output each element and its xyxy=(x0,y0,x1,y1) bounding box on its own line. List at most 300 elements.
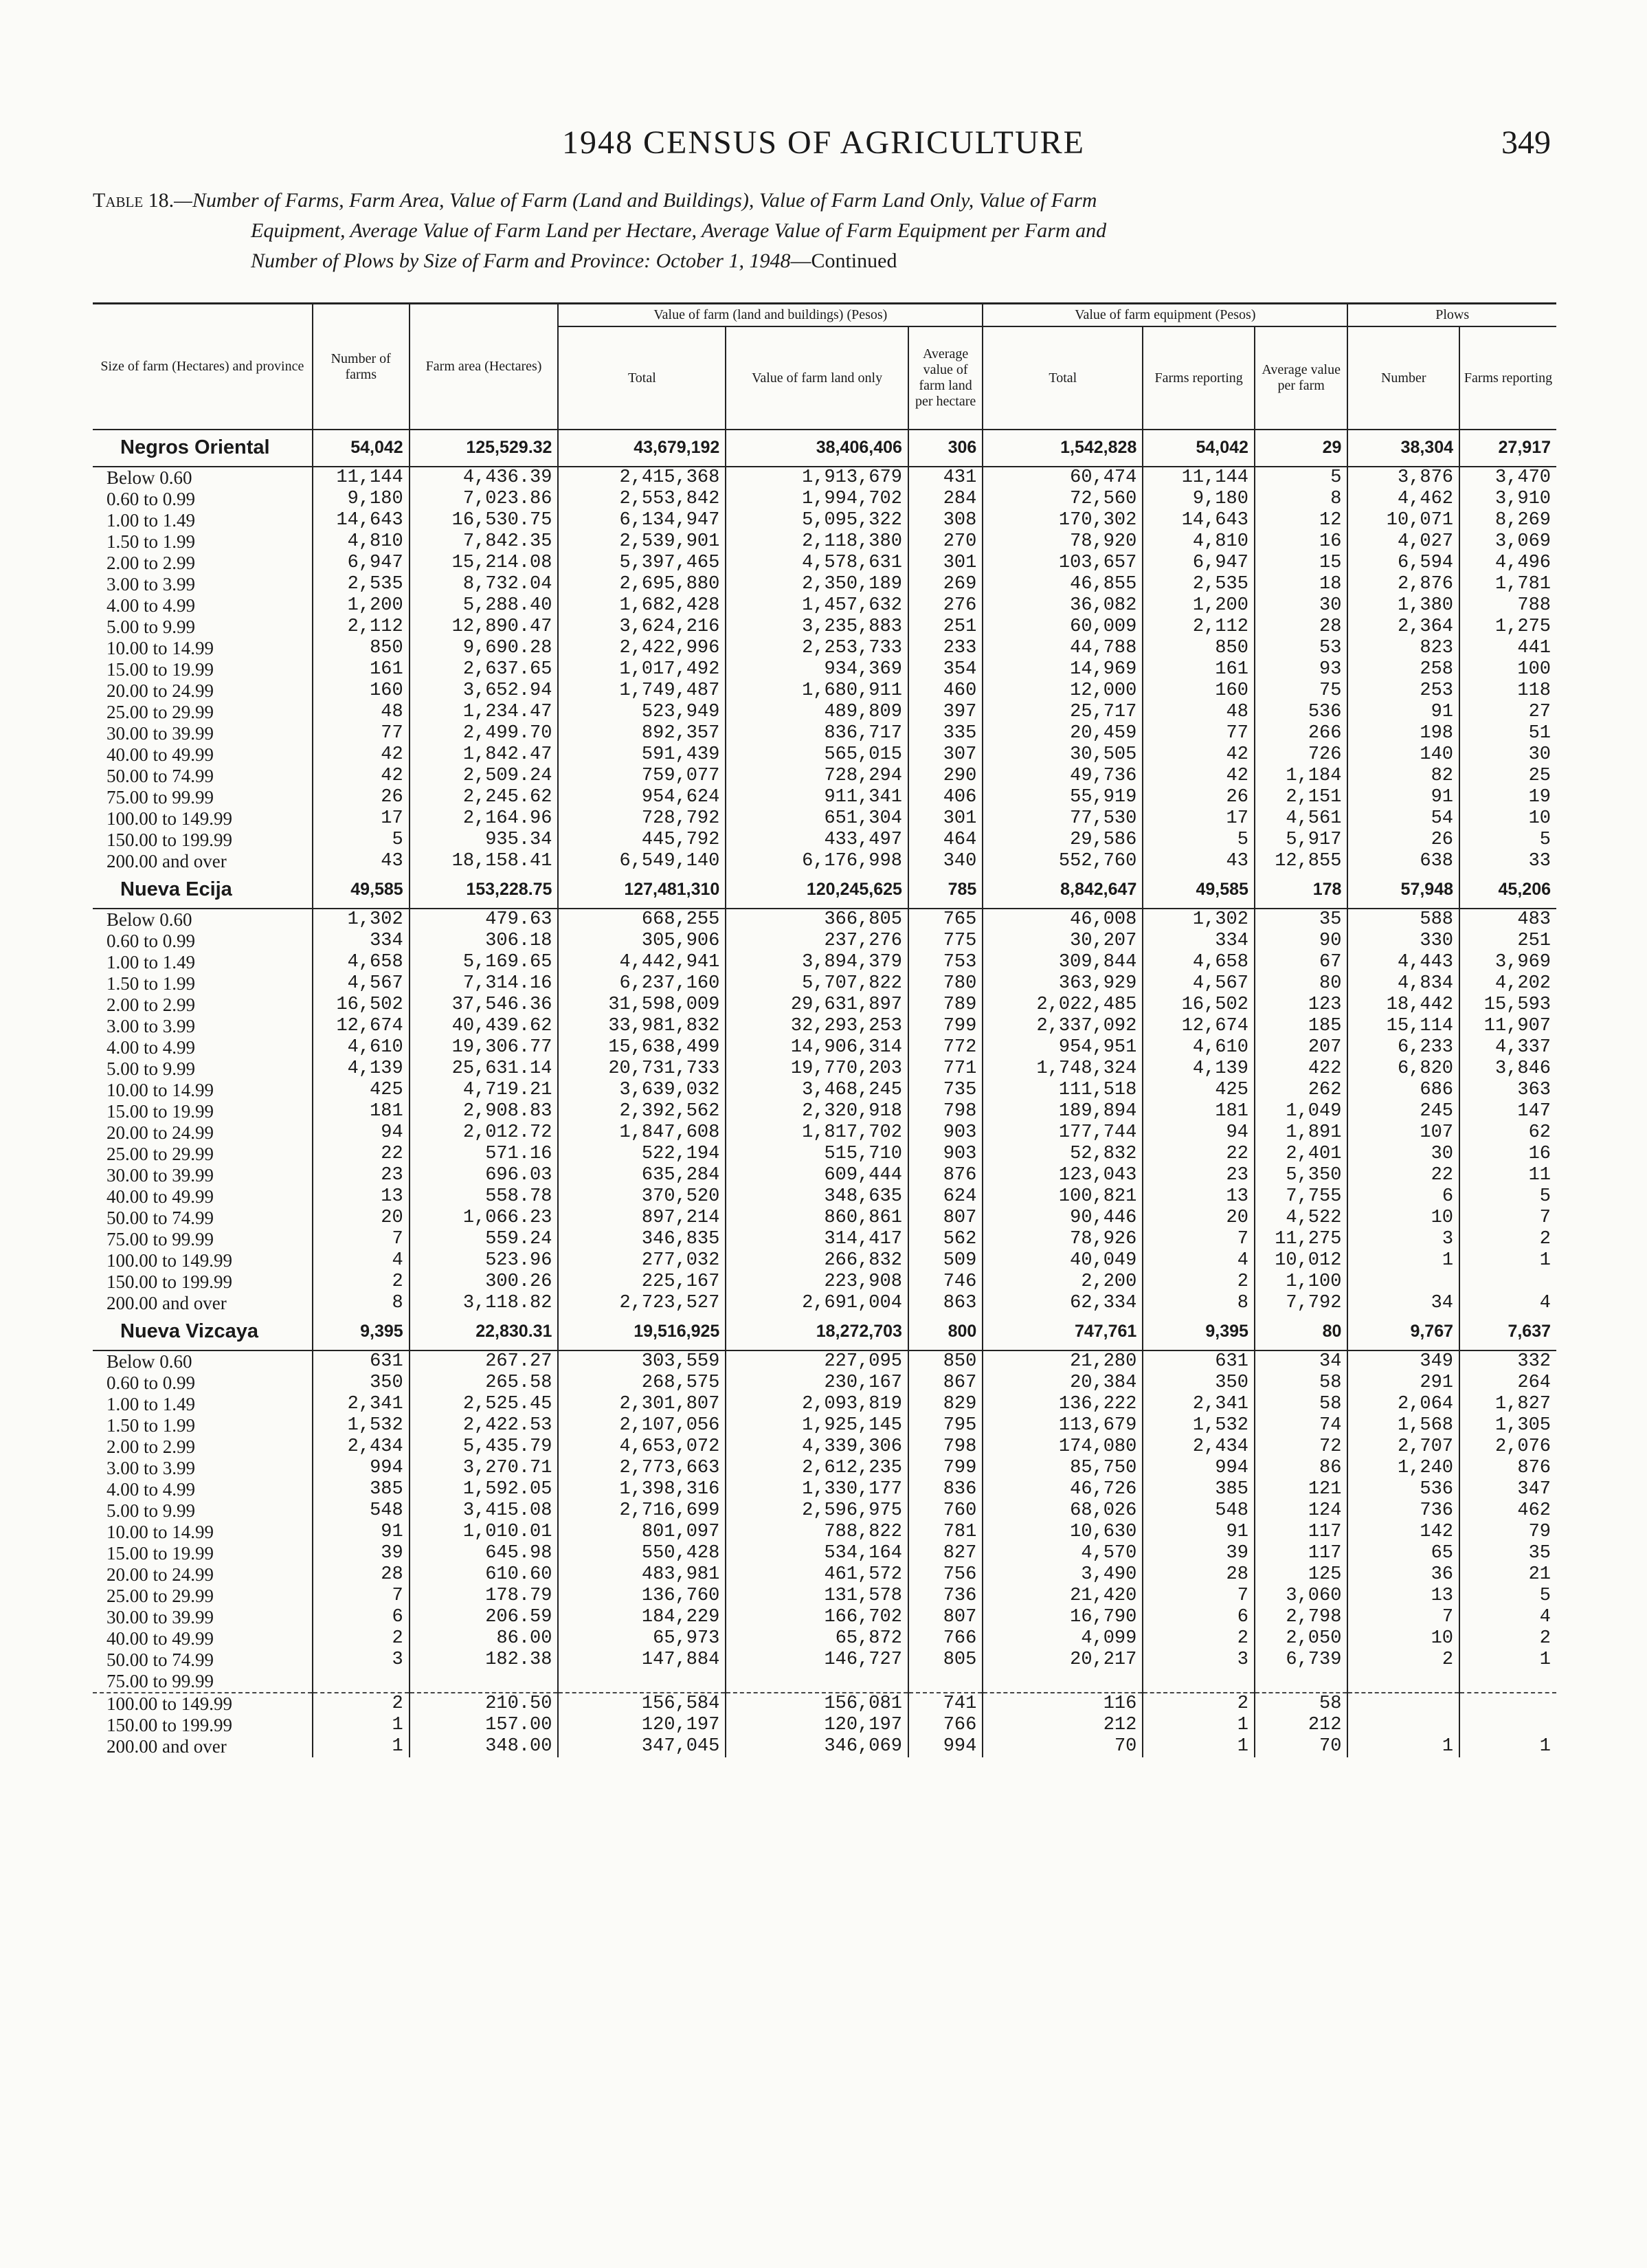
table-cell: 766 xyxy=(908,1628,983,1649)
table-cell: 177,744 xyxy=(983,1122,1143,1144)
table-cell: 1,305 xyxy=(1494,1415,1551,1436)
table-cell: 1,749,487 xyxy=(558,680,726,702)
table-cell: 25,717 xyxy=(983,702,1143,723)
table-cell: 1,925,145 xyxy=(726,1415,908,1436)
table-cell: 462 xyxy=(1517,1500,1551,1521)
col-avg-per-ha: Average value of farm land per hectare xyxy=(908,326,983,430)
table-cell: 760 xyxy=(908,1500,983,1522)
table-cell: 15,593 xyxy=(1483,994,1551,1015)
table-cell: 94 xyxy=(1143,1122,1255,1144)
table-cell: 258 xyxy=(1347,659,1459,680)
table-cell: 2,422.53 xyxy=(410,1415,559,1436)
table-row xyxy=(93,1671,1556,1693)
table-cell: 7,755 xyxy=(1255,1186,1347,1208)
table-cell: 305,906 xyxy=(558,931,726,952)
table-cell: 5 xyxy=(1143,830,1255,851)
table-cell: 189,894 xyxy=(983,1101,1143,1122)
table-cell: 2 xyxy=(1539,1229,1551,1249)
total-cell: 785 xyxy=(908,872,983,909)
table-cell: 13 xyxy=(1143,1186,1255,1208)
table-cell: 2,716,699 xyxy=(558,1500,726,1522)
table-cell: 836 xyxy=(908,1479,983,1500)
table-cell: 2,245.62 xyxy=(410,787,559,808)
col-total: Total xyxy=(558,326,726,430)
size-class-label: 30.00 to 39.99 xyxy=(93,1607,313,1628)
table-cell: 1,200 xyxy=(1143,595,1255,616)
table-cell: 30,207 xyxy=(983,931,1143,952)
table-cell: 147 xyxy=(1517,1101,1551,1122)
table-cell: 18 xyxy=(1255,574,1347,595)
table-cell: 638 xyxy=(1347,851,1459,872)
table-cell: 340 xyxy=(908,851,983,872)
table-cell: 6,237,160 xyxy=(558,973,726,994)
table-cell xyxy=(908,1671,983,1693)
table-cell: 522,194 xyxy=(558,1144,726,1165)
table-row xyxy=(93,994,1556,1016)
table-cell: 2,434 xyxy=(313,1436,410,1458)
table-cell: 1,017,492 xyxy=(558,659,726,680)
table-cell: 1,748,324 xyxy=(983,1058,1143,1080)
table-cell: 330 xyxy=(1347,931,1459,952)
table-cell: 77,530 xyxy=(983,808,1143,830)
table-cell xyxy=(1347,1271,1459,1293)
size-class-label: 75.00 to 99.99 xyxy=(93,1671,313,1693)
table-cell: 121 xyxy=(1255,1479,1347,1500)
table-row xyxy=(93,1016,1556,1037)
table-cell: 4,139 xyxy=(313,1058,410,1080)
table-row xyxy=(93,616,1556,638)
table-cell: 1,240 xyxy=(1347,1458,1459,1479)
table-cell: 309,844 xyxy=(983,952,1143,973)
table-cell: 347,045 xyxy=(558,1736,726,1757)
table-cell: 4,610 xyxy=(1143,1037,1255,1058)
table-row xyxy=(93,1186,1556,1208)
table-cell: 301 xyxy=(908,808,983,830)
table-cell: 552,760 xyxy=(983,851,1143,872)
size-class-label: 20.00 to 24.99 xyxy=(93,680,313,702)
table-cell: 85,750 xyxy=(983,1458,1143,1479)
table-cell: 771 xyxy=(908,1058,983,1080)
size-class-label: 100.00 to 149.99 xyxy=(93,1693,313,1715)
size-class-label: 2.00 to 2.99 xyxy=(93,994,313,1016)
table-cell: 44,788 xyxy=(983,638,1143,659)
table-cell: 934,369 xyxy=(726,659,908,680)
table-row xyxy=(93,1736,1556,1757)
table-row xyxy=(93,1415,1556,1436)
table-cell: 2,401 xyxy=(1255,1144,1347,1165)
table-cell: 72,560 xyxy=(983,489,1143,510)
table-row xyxy=(93,909,1556,931)
table-cell: 26 xyxy=(1347,830,1459,851)
table-cell: 4,462 xyxy=(1347,489,1459,510)
table-row xyxy=(93,1080,1556,1101)
table-cell: 1 xyxy=(1539,1736,1551,1757)
table-cell: 441 xyxy=(1517,638,1551,658)
table-cell: 7 xyxy=(1539,1208,1551,1228)
table-cell: 483,981 xyxy=(558,1564,726,1586)
province-total-row xyxy=(93,430,1556,467)
table-cell: 805 xyxy=(908,1649,983,1671)
table-cell: 2,773,663 xyxy=(558,1458,726,1479)
table-cell: 20 xyxy=(1143,1208,1255,1229)
table-cell: 11 xyxy=(1528,1165,1551,1186)
size-class-label: Below 0.60 xyxy=(93,1351,313,1372)
table-cell: 609,444 xyxy=(726,1165,908,1186)
size-class-label: 25.00 to 29.99 xyxy=(93,1586,313,1607)
table-cell: 801,097 xyxy=(558,1522,726,1543)
table-row xyxy=(93,1229,1556,1250)
table-cell xyxy=(1255,1671,1347,1693)
table-cell: 14,643 xyxy=(1143,510,1255,531)
total-cell: 800 xyxy=(908,1314,983,1350)
table-cell: 314,417 xyxy=(726,1229,908,1250)
table-cell: 994 xyxy=(313,1458,410,1479)
size-class-label: 1.00 to 1.49 xyxy=(93,952,313,973)
table-cell: 6 xyxy=(1143,1607,1255,1628)
table-cell: 3,069 xyxy=(1494,531,1551,552)
table-cell: 2,107,056 xyxy=(558,1415,726,1436)
table-cell: 4 xyxy=(313,1250,410,1271)
table-row xyxy=(93,952,1556,973)
table-cell: 548 xyxy=(1143,1500,1255,1522)
table-cell: 14,643 xyxy=(313,510,410,531)
table-cell: 2,707 xyxy=(1347,1436,1459,1458)
table-cell: 4,442,941 xyxy=(558,952,726,973)
total-cell: 54,042 xyxy=(313,430,410,467)
table-cell: 347 xyxy=(1517,1479,1551,1500)
table-cell: 74 xyxy=(1255,1415,1347,1436)
table-cell: 8 xyxy=(1255,489,1347,510)
table-cell: 4,436.39 xyxy=(410,467,559,489)
size-class-label: 10.00 to 14.99 xyxy=(93,1080,313,1101)
table-cell: 807 xyxy=(908,1208,983,1229)
table-row xyxy=(93,510,1556,531)
table-cell: 2,151 xyxy=(1255,787,1347,808)
table-cell: 23 xyxy=(1143,1165,1255,1186)
table-cell: 1,330,177 xyxy=(726,1479,908,1500)
table-cell: 631 xyxy=(1143,1351,1255,1372)
table-row xyxy=(93,1649,1556,1671)
total-cell: 7,637 xyxy=(1459,1314,1556,1350)
table-row xyxy=(93,1458,1556,1479)
size-class-label: 5.00 to 9.99 xyxy=(93,616,313,638)
table-cell: 2,022,485 xyxy=(983,994,1143,1016)
total-cell: 38,304 xyxy=(1347,430,1459,467)
table-cell: 91 xyxy=(313,1522,410,1543)
table-cell: 346,069 xyxy=(726,1736,908,1757)
table-cell: 363 xyxy=(1517,1080,1551,1100)
table-cell: 335 xyxy=(908,723,983,744)
table-cell: 166,702 xyxy=(726,1607,908,1628)
table-cell: 1 xyxy=(313,1715,410,1736)
table-cell: 1,913,679 xyxy=(726,467,908,489)
col-plows-group: Plows xyxy=(1347,304,1556,327)
table-cell: 5,397,465 xyxy=(558,553,726,574)
table-cell: 3,624,216 xyxy=(558,616,726,638)
table-cell: 9,180 xyxy=(313,489,410,510)
table-cell: 550,428 xyxy=(558,1543,726,1564)
province-name: Nueva Ecija xyxy=(93,872,313,909)
table-cell: 4,567 xyxy=(1143,973,1255,994)
table-cell: 534,164 xyxy=(726,1543,908,1564)
table-cell: 1 xyxy=(313,1736,410,1757)
table-cell: 1,100 xyxy=(1255,1271,1347,1293)
table-cell: 2,876 xyxy=(1347,574,1459,595)
size-class-label: 100.00 to 149.99 xyxy=(93,808,313,830)
table-cell: 897,214 xyxy=(558,1208,726,1229)
table-cell: 1 xyxy=(1539,1250,1551,1271)
table-cell: 1 xyxy=(1347,1250,1459,1271)
table-cell: 1,010.01 xyxy=(410,1522,559,1543)
table-cell: 753 xyxy=(908,952,983,973)
total-cell: 18,272,703 xyxy=(726,1314,908,1350)
table-cell: 30 xyxy=(1255,595,1347,616)
table-cell: 25,631.14 xyxy=(410,1058,559,1080)
table-cell xyxy=(1459,1671,1556,1693)
table-cell: 113,679 xyxy=(983,1415,1143,1436)
table-cell: 29,586 xyxy=(983,830,1143,851)
table-cell: 30 xyxy=(1528,744,1551,765)
table-cell: 756 xyxy=(908,1564,983,1586)
table-cell: 431 xyxy=(908,467,983,489)
table-cell: 160 xyxy=(313,680,410,702)
table-cell: 370,520 xyxy=(558,1186,726,1208)
table-cell: 1,842.47 xyxy=(410,744,559,766)
table-cell: 1 xyxy=(1143,1736,1255,1757)
table-cell: 3 xyxy=(1347,1229,1459,1250)
table-cell: 100,821 xyxy=(983,1186,1143,1208)
size-class-label: 200.00 and over xyxy=(93,1293,313,1314)
table-cell: 8,269 xyxy=(1494,510,1551,531)
total-cell: 9,395 xyxy=(313,1314,410,1350)
table-cell: 7,023.86 xyxy=(410,489,559,510)
size-class-label: 4.00 to 4.99 xyxy=(93,1479,313,1500)
table-cell: 16,530.75 xyxy=(410,510,559,531)
table-row xyxy=(93,680,1556,702)
table-cell: 4,099 xyxy=(983,1628,1143,1649)
table-cell: 860,861 xyxy=(726,1208,908,1229)
table-row xyxy=(93,1293,1556,1314)
table-cell: 28 xyxy=(1143,1564,1255,1586)
table-cell: 35 xyxy=(1255,909,1347,931)
table-cell: 5,288.40 xyxy=(410,595,559,616)
table-cell: 3,468,245 xyxy=(726,1080,908,1101)
table-cell: 565,015 xyxy=(726,744,908,766)
table-cell: 1,847,608 xyxy=(558,1122,726,1144)
table-cell: 237,276 xyxy=(726,931,908,952)
table-cell: 20,459 xyxy=(983,723,1143,744)
table-cell: 483 xyxy=(1517,909,1551,930)
table-cell: 4,522 xyxy=(1255,1208,1347,1229)
table-cell: 10 xyxy=(1347,1628,1459,1649)
col-land-value: Value of farm land only xyxy=(726,326,908,430)
table-cell: 954,951 xyxy=(983,1037,1143,1058)
table-cell: 867 xyxy=(908,1372,983,1394)
table-cell: 2,337,092 xyxy=(983,1016,1143,1037)
table-cell: 2,695,880 xyxy=(558,574,726,595)
table-cell: 2,691,004 xyxy=(726,1293,908,1314)
table-row xyxy=(93,1037,1556,1058)
table-cell: 245 xyxy=(1347,1101,1459,1122)
table-cell: 308 xyxy=(908,510,983,531)
total-cell: 57,948 xyxy=(1347,872,1459,909)
table-cell: 42 xyxy=(313,766,410,787)
table-cell: 300.26 xyxy=(410,1271,559,1293)
table-cell: 935.34 xyxy=(410,830,559,851)
table-cell: 3,490 xyxy=(983,1564,1143,1586)
table-cell: 10,630 xyxy=(983,1522,1143,1543)
table-row xyxy=(93,1394,1556,1415)
table-cell: 22 xyxy=(313,1144,410,1165)
total-cell: 29 xyxy=(1255,430,1347,467)
table-cell: 136,222 xyxy=(983,1394,1143,1415)
table-cell: 548 xyxy=(313,1500,410,1522)
table-cell: 39 xyxy=(1143,1543,1255,1564)
table-cell: 668,255 xyxy=(558,909,726,931)
table-cell xyxy=(726,1671,908,1693)
table-cell: 2 xyxy=(1539,1628,1551,1649)
table-cell: 43 xyxy=(1143,851,1255,872)
page-header xyxy=(0,124,1647,179)
table-cell: 610.60 xyxy=(410,1564,559,1586)
table-cell: 2,341 xyxy=(313,1394,410,1415)
table-cell: 90 xyxy=(1255,931,1347,952)
table-row xyxy=(93,1208,1556,1229)
table-cell: 1,066.23 xyxy=(410,1208,559,1229)
table-cell xyxy=(1347,1693,1459,1715)
table-cell: 348.00 xyxy=(410,1736,559,1757)
table-cell: 23 xyxy=(313,1165,410,1186)
table-cell: 12,674 xyxy=(313,1016,410,1037)
table-cell: 775 xyxy=(908,931,983,952)
table-cell: 157.00 xyxy=(410,1715,559,1736)
table-cell: 117 xyxy=(1255,1543,1347,1564)
size-class-label: 40.00 to 49.99 xyxy=(93,1186,313,1208)
table-cell xyxy=(1459,1271,1556,1293)
table-cell: 2,553,842 xyxy=(558,489,726,510)
total-cell: 80 xyxy=(1255,1314,1347,1350)
table-cell: 2,612,235 xyxy=(726,1458,908,1479)
table-cell: 16,502 xyxy=(313,994,410,1016)
table-row xyxy=(93,638,1556,659)
table-cell: 28 xyxy=(313,1564,410,1586)
table-cell: 207 xyxy=(1255,1037,1347,1058)
table-cell: 350 xyxy=(313,1372,410,1394)
table-cell: 635,284 xyxy=(558,1165,726,1186)
province-name: Nueva Vizcaya xyxy=(93,1314,313,1350)
table-cell: 2 xyxy=(1143,1693,1255,1715)
table-cell: 40,439.62 xyxy=(410,1016,559,1037)
table-cell: 798 xyxy=(908,1101,983,1122)
table-cell: 306.18 xyxy=(410,931,559,952)
table-cell: 65,872 xyxy=(726,1628,908,1649)
table-cell: 6,176,998 xyxy=(726,851,908,872)
table-cell: 5,095,322 xyxy=(726,510,908,531)
table-cell: 20,384 xyxy=(983,1372,1143,1394)
table-cell: 58 xyxy=(1255,1372,1347,1394)
table-cell: 4,139 xyxy=(1143,1058,1255,1080)
table-cell: 2,422,996 xyxy=(558,638,726,659)
table-cell: 233 xyxy=(908,638,983,659)
table-cell: 645.98 xyxy=(410,1543,559,1564)
total-cell: 120,245,625 xyxy=(726,872,908,909)
table-cell: 765 xyxy=(908,909,983,931)
table-cell: 1,184 xyxy=(1255,766,1347,787)
table-cell: 19,306.77 xyxy=(410,1037,559,1058)
table-cell: 25 xyxy=(1528,766,1551,786)
table-cell: 36 xyxy=(1347,1564,1459,1586)
table-cell: 103,657 xyxy=(983,553,1143,574)
total-cell: 38,406,406 xyxy=(726,430,908,467)
table-cell: 12,000 xyxy=(983,680,1143,702)
size-class-label: 25.00 to 29.99 xyxy=(93,1144,313,1165)
table-cell: 1,817,702 xyxy=(726,1122,908,1144)
table-cell: 107 xyxy=(1347,1122,1459,1144)
table-cell: 4,443 xyxy=(1347,952,1459,973)
table-cell: 26 xyxy=(1143,787,1255,808)
table-cell: 772 xyxy=(908,1037,983,1058)
table-cell: 460 xyxy=(908,680,983,702)
table-cell: 6,947 xyxy=(1143,553,1255,574)
table-cell: 4,658 xyxy=(1143,952,1255,973)
table-cell: 6 xyxy=(1347,1186,1459,1208)
table-cell: 161 xyxy=(1143,659,1255,680)
table-cell: 301 xyxy=(908,553,983,574)
table-cell: 4,570 xyxy=(983,1543,1143,1564)
total-cell: 178 xyxy=(1255,872,1347,909)
table-cell: 445,792 xyxy=(558,830,726,851)
table-cell: 303,559 xyxy=(558,1351,726,1372)
table-cell: 829 xyxy=(908,1394,983,1415)
caption-line-3: Number of Plows by Size of Farm and Province: October 1, 1948 xyxy=(251,249,791,272)
table-cell: 536 xyxy=(1347,1479,1459,1500)
table-cell: 4,834 xyxy=(1347,973,1459,994)
table-row xyxy=(93,1479,1556,1500)
table-row xyxy=(93,574,1556,595)
table-cell: 52,832 xyxy=(983,1144,1143,1165)
table-cell: 307 xyxy=(908,744,983,766)
size-class-label: 100.00 to 149.99 xyxy=(93,1250,313,1271)
table-cell: 2,535 xyxy=(313,574,410,595)
table-cell: 284 xyxy=(908,489,983,510)
table-cell: 210.50 xyxy=(410,1693,559,1715)
table-cell: 461,572 xyxy=(726,1564,908,1586)
table-cell: 34 xyxy=(1255,1351,1347,1372)
size-class-label: 4.00 to 4.99 xyxy=(93,1037,313,1058)
table-row xyxy=(93,787,1556,808)
total-cell: 45,206 xyxy=(1459,872,1556,909)
table-cell: 156,584 xyxy=(558,1693,726,1715)
table-cell: 136,760 xyxy=(558,1586,726,1607)
size-class-label: 1.50 to 1.99 xyxy=(93,973,313,994)
table-cell: 206.59 xyxy=(410,1607,559,1628)
table-cell: 807 xyxy=(908,1607,983,1628)
table-cell: 7 xyxy=(313,1229,410,1250)
table-cell: 1,994,702 xyxy=(726,489,908,510)
table-cell: 82 xyxy=(1347,766,1459,787)
table-row xyxy=(93,1058,1556,1080)
table-cell: 18,158.41 xyxy=(410,851,559,872)
total-cell: 49,585 xyxy=(313,872,410,909)
table-cell: 4,337 xyxy=(1494,1037,1551,1058)
table-cell: 1,457,632 xyxy=(726,595,908,616)
table-cell: 3 xyxy=(313,1649,410,1671)
table-cell: 30 xyxy=(1347,1144,1459,1165)
table-cell: 19,770,203 xyxy=(726,1058,908,1080)
table-cell: 70 xyxy=(1255,1736,1347,1757)
size-class-label: 2.00 to 2.99 xyxy=(93,1436,313,1458)
size-class-label: 15.00 to 19.99 xyxy=(93,659,313,680)
